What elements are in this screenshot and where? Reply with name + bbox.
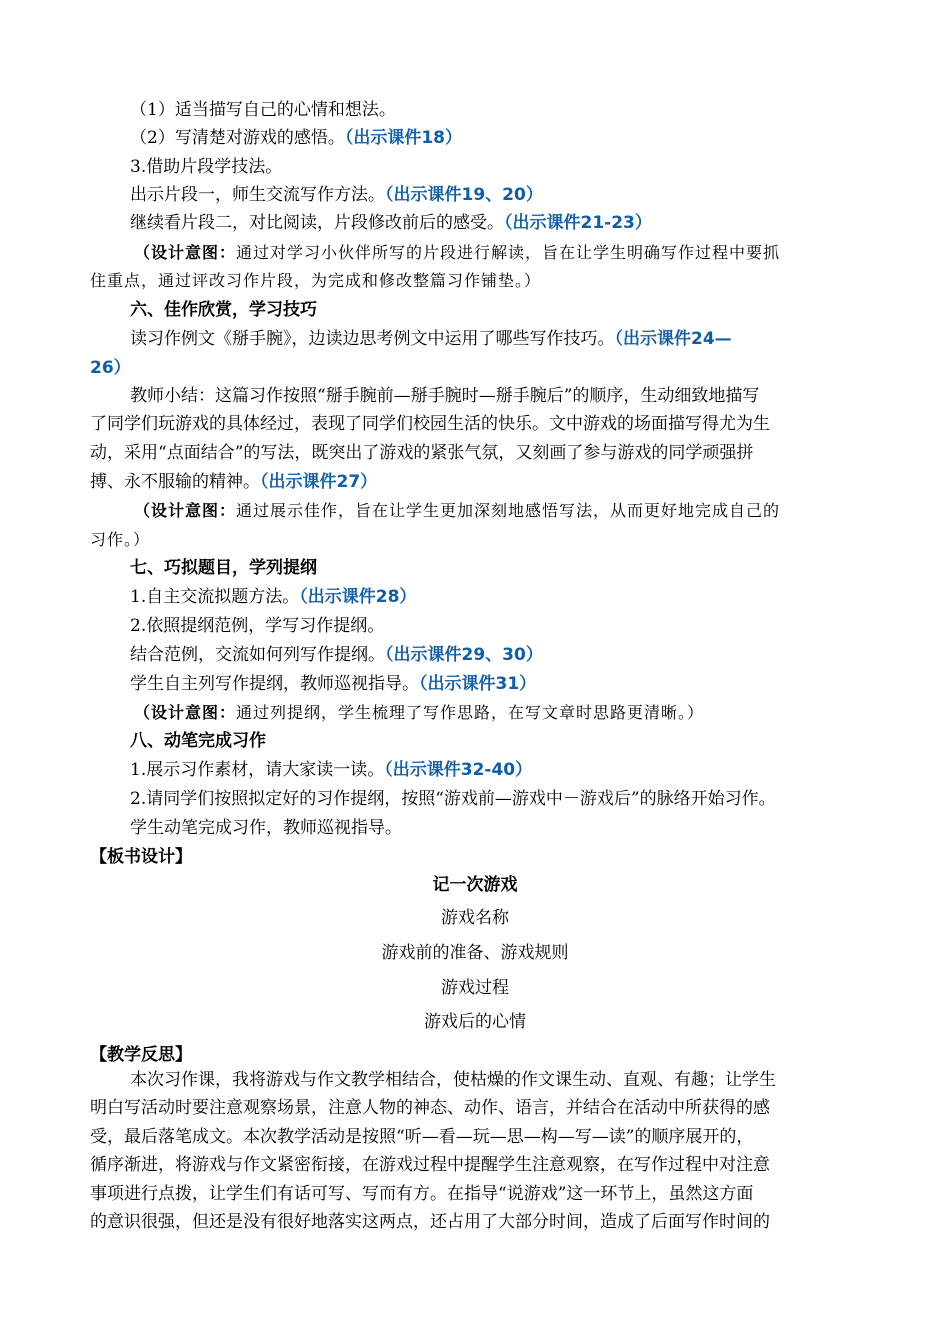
text-line: 动，采用“点面结合”的写法，既突出了游戏的紧张气氛，又刻画了参与游戏的同学顽强拼 xyxy=(90,443,754,463)
text-line: 3.借助片段学技法。 xyxy=(130,157,283,177)
design-intent: （设计意图：通过展示佳作，旨在让学生更加深刻地感悟写法，从而更好地完成自己的 xyxy=(134,501,781,520)
text-line: 教师小结：这篇习作按照“掰手腕前—掰手腕时—掰手腕后”的顺序，生动细致地描写 xyxy=(130,386,760,406)
text-line: 1.自主交流拟题方法。（出示课件28） xyxy=(130,587,417,607)
reflection-heading: 【教学反思】 xyxy=(90,1045,192,1065)
text-line: 住重点，通过评改习作片段，为完成和修改整篇习作铺垫。） xyxy=(90,271,542,290)
courseware-ref: （出示课件24— xyxy=(614,329,732,349)
courseware-ref: （出示课件19、20） xyxy=(385,185,543,205)
text-line: 本次习作课，我将游戏与作文教学相结合，使枯燥的作文课生动、直观、有趣；让学生 xyxy=(130,1070,776,1090)
section-heading: 七、巧拟题目，学列提纲 xyxy=(130,558,317,578)
board-item: 游戏过程 xyxy=(441,978,509,998)
design-intent: （设计意图：通过列提纲，学生梳理了写作思路，在写文章时思路更清晰。） xyxy=(134,703,705,722)
text-line: 事项进行点拨，让学生们有话可写、写而有方。在指导“说游戏”这一环节上，虽然这方面 xyxy=(90,1184,754,1204)
text-line: 出示片段一，师生交流写作方法。（出示课件19、20） xyxy=(130,185,543,205)
text-line: （2）写清楚对游戏的感悟。（出示课件18） xyxy=(130,128,462,148)
board-design-heading: 【板书设计】 xyxy=(90,847,192,867)
courseware-ref: 26） xyxy=(90,358,131,378)
courseware-ref: （出示课件18） xyxy=(344,128,462,148)
board-item: 游戏后的心情 xyxy=(424,1012,526,1032)
board-item: 游戏名称 xyxy=(441,908,509,928)
text-line: 搏、永不服输的精神。（出示课件27） xyxy=(90,472,378,492)
text-line: 受，最后落笔成文。本次教学活动是按照“听—看—玩—思—构—写—读”的顺序展开的， xyxy=(90,1127,754,1147)
text-line: 的意识很强，但还是没有很好地落实这两点，还占用了大部分时间，造成了后面写作时间的 xyxy=(90,1212,770,1232)
courseware-ref: （出示课件21-23） xyxy=(504,213,652,233)
text-line: 了同学们玩游戏的具体经过，表现了同学们校园生活的快乐。文中游戏的场面描写得尤为生 xyxy=(90,414,770,434)
text-line: 学生动笔完成习作，教师巡视指导。 xyxy=(130,818,402,838)
text-line: 明白写活动时要注意观察场景，注意人物的神态、动作、语言，并结合在活动中所获得的感 xyxy=(90,1098,770,1118)
courseware-ref: （出示课件32-40） xyxy=(384,760,533,780)
section-heading: 六、佳作欣赏，学习技巧 xyxy=(130,300,317,320)
text-line: 2.依照提纲范例，学写习作提纲。 xyxy=(130,616,385,636)
text-line: 习作。） xyxy=(90,530,151,549)
text-line: 1.展示习作素材，请大家读一读。（出示课件32-40） xyxy=(130,760,533,780)
text-line: 结合范例，交流如何列写作提纲。（出示课件29、30） xyxy=(130,645,543,665)
board-title: 记一次游戏 xyxy=(432,875,518,895)
text-line: 继续看片段二，对比阅读，片段修改前后的感受。（出示课件21-23） xyxy=(130,213,652,233)
section-heading: 八、动笔完成习作 xyxy=(130,731,266,751)
board-item: 游戏前的准备、游戏规则 xyxy=(381,943,569,963)
text-line: 循序渐进，将游戏与作文紧密衔接，在游戏过程中提醒学生注意观察，在写作过程中对注意 xyxy=(90,1155,770,1175)
design-intent: （设计意图：通过对学习小伙伴所写的片段进行解读，旨在让学生明确写作过程中要抓 xyxy=(134,243,781,262)
courseware-ref: （出示课件27） xyxy=(260,472,378,492)
text-line: 学生自主列写作提纲，教师巡视指导。（出示课件31） xyxy=(130,674,537,694)
text-line: 读习作例文《掰手腕》，边读边思考例文中运用了哪些写作技巧。（出示课件24— xyxy=(130,329,732,349)
text-line: 2.请同学们按照拟定好的习作提纲，按照“游戏前—游戏中－游戏后”的脉络开始习作。 xyxy=(130,789,776,809)
courseware-ref: （出示课件28） xyxy=(299,587,417,607)
courseware-ref: （出示课件29、30） xyxy=(385,645,543,665)
text-line: （1）适当描写自己的心情和想法。 xyxy=(130,100,396,120)
courseware-ref: （出示课件31） xyxy=(419,674,537,694)
